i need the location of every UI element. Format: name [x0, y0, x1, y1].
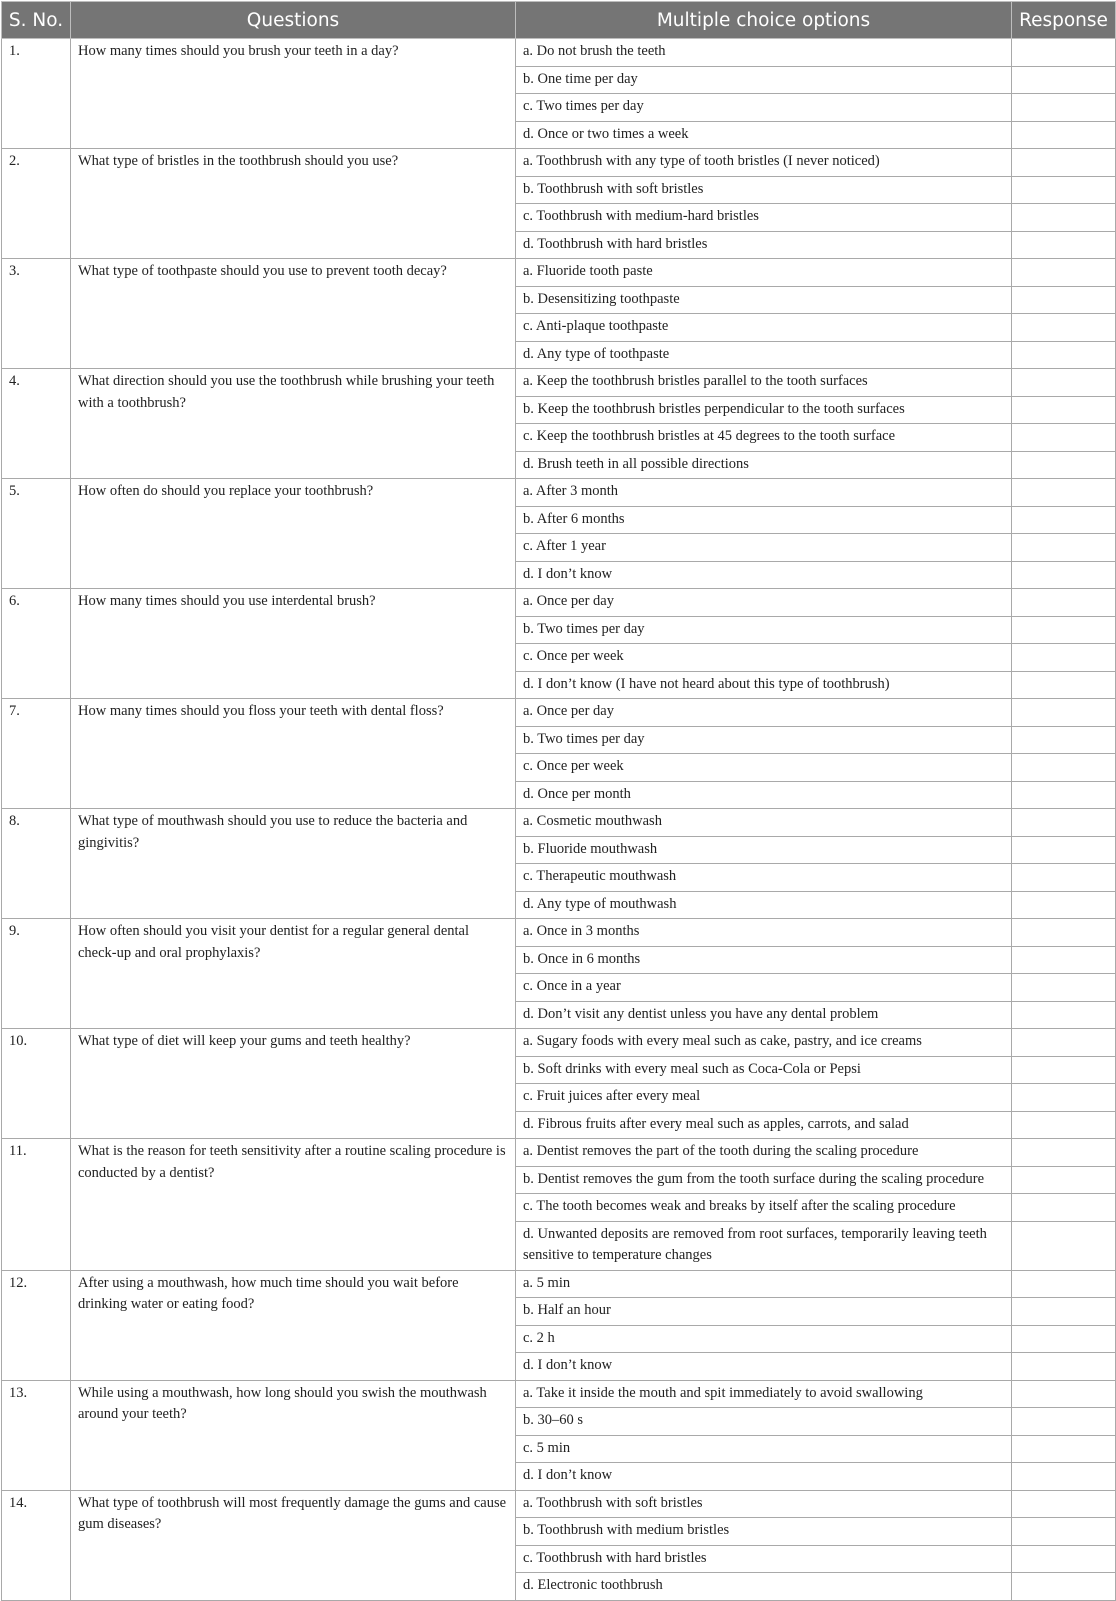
table-row — [2, 699, 1116, 727]
answer-option: d. Any type of mouthwash — [516, 891, 1012, 919]
question-text: How many times should you brush your teeth in a day? — [71, 39, 516, 149]
answer-option: b. Dentist removes the gum from the tooth surface during the scaling procedure — [516, 1166, 1012, 1194]
answer-option: d. I don’t know — [516, 1463, 1012, 1491]
question-text: What type of bristles in the toothbrush should you use? — [71, 149, 516, 259]
question-text: What type of diet will keep your gums and teeth healthy? — [71, 1029, 516, 1139]
question-text: While using a mouthwash, how long should you swish the mouthwash around your teeth? — [71, 1380, 516, 1490]
question-number: 2. — [2, 149, 71, 259]
response-cell[interactable] — [1012, 1545, 1116, 1573]
table-row — [2, 919, 1116, 947]
response-cell[interactable] — [1012, 781, 1116, 809]
answer-option: c. After 1 year — [516, 534, 1012, 562]
answer-option: a. Take it inside the mouth and spit immediately to avoid swallowing — [516, 1380, 1012, 1408]
question-number: 10. — [2, 1029, 71, 1139]
table-row — [2, 589, 1116, 617]
answer-option: b. Once in 6 months — [516, 946, 1012, 974]
question-number: 5. — [2, 479, 71, 589]
response-cell[interactable] — [1012, 94, 1116, 122]
answer-option: c. Two times per day — [516, 94, 1012, 122]
answer-option: a. Sugary foods with every meal such as cake, pastry, and ice creams — [516, 1029, 1012, 1057]
answer-option: d. Brush teeth in all possible directions — [516, 451, 1012, 479]
question-number: 3. — [2, 259, 71, 369]
response-cell[interactable] — [1012, 864, 1116, 892]
answer-option: c. Once per week — [516, 754, 1012, 782]
question-text: How many times should you use interdental brush? — [71, 589, 516, 699]
answer-option: b. Soft drinks with every meal such as Coca-Cola or Pepsi — [516, 1056, 1012, 1084]
response-cell[interactable] — [1012, 121, 1116, 149]
question-number: 14. — [2, 1490, 71, 1600]
answer-option: d. Electronic toothbrush — [516, 1573, 1012, 1601]
answer-option: b. Toothbrush with medium bristles — [516, 1518, 1012, 1546]
table-row — [2, 1139, 1116, 1167]
response-cell[interactable] — [1012, 616, 1116, 644]
table-row — [2, 1490, 1116, 1518]
response-cell[interactable] — [1012, 286, 1116, 314]
question-number: 11. — [2, 1139, 71, 1271]
response-cell[interactable] — [1012, 314, 1116, 342]
answer-option: a. Do not brush the teeth — [516, 39, 1012, 67]
response-cell[interactable] — [1012, 66, 1116, 94]
response-cell[interactable] — [1012, 891, 1116, 919]
answer-option: a. Fluoride tooth paste — [516, 259, 1012, 287]
answer-option: c. Keep the toothbrush bristles at 45 degrees to the tooth surface — [516, 424, 1012, 452]
response-cell[interactable] — [1012, 1518, 1116, 1546]
response-cell[interactable] — [1012, 1221, 1116, 1270]
question-text: How often do should you replace your toothbrush? — [71, 479, 516, 589]
table-row — [2, 1380, 1116, 1408]
answer-option: c. 2 h — [516, 1325, 1012, 1353]
answer-option: c. The tooth becomes weak and breaks by itself after the scaling procedure — [516, 1194, 1012, 1222]
answer-option: c. Once per week — [516, 644, 1012, 672]
response-cell[interactable] — [1012, 1001, 1116, 1029]
answer-option: d. Any type of toothpaste — [516, 341, 1012, 369]
answer-option: b. Two times per day — [516, 616, 1012, 644]
answer-option: a. Once per day — [516, 699, 1012, 727]
response-cell[interactable] — [1012, 1298, 1116, 1326]
response-cell[interactable] — [1012, 1270, 1116, 1298]
table-row — [2, 479, 1116, 507]
question-number: 8. — [2, 809, 71, 919]
response-cell[interactable] — [1012, 259, 1116, 287]
question-number: 4. — [2, 369, 71, 479]
answer-option: b. Two times per day — [516, 726, 1012, 754]
response-cell[interactable] — [1012, 479, 1116, 507]
response-cell[interactable] — [1012, 341, 1116, 369]
answer-option: b. Toothbrush with soft bristles — [516, 176, 1012, 204]
response-cell[interactable] — [1012, 1084, 1116, 1112]
question-text: What type of mouthwash should you use to reduce the bacteria and gingivitis? — [71, 809, 516, 919]
answer-option: b. Keep the toothbrush bristles perpendicular to the tooth surfaces — [516, 396, 1012, 424]
answer-option: a. Keep the toothbrush bristles parallel to the tooth surfaces — [516, 369, 1012, 397]
answer-option: d. Once per month — [516, 781, 1012, 809]
questionnaire-table — [1, 1, 1116, 1601]
table-row — [2, 39, 1116, 67]
response-cell[interactable] — [1012, 836, 1116, 864]
question-text: How often should you visit your dentist for a regular general dental check-up and oral prophylaxis? — [71, 919, 516, 1029]
answer-option: b. Desensitizing toothpaste — [516, 286, 1012, 314]
response-cell[interactable] — [1012, 506, 1116, 534]
answer-option: b. Fluoride mouthwash — [516, 836, 1012, 864]
answer-option: b. After 6 months — [516, 506, 1012, 534]
response-cell[interactable] — [1012, 1166, 1116, 1194]
table-body — [2, 39, 1116, 1601]
response-cell[interactable] — [1012, 726, 1116, 754]
response-cell[interactable] — [1012, 1435, 1116, 1463]
answer-option: b. Half an hour — [516, 1298, 1012, 1326]
answer-option: c. Anti-plaque toothpaste — [516, 314, 1012, 342]
response-cell[interactable] — [1012, 589, 1116, 617]
response-cell[interactable] — [1012, 204, 1116, 232]
question-number: 1. — [2, 39, 71, 149]
question-text: What direction should you use the toothbrush while brushing your teeth with a toothbrush? — [71, 369, 516, 479]
response-cell[interactable] — [1012, 699, 1116, 727]
response-cell[interactable] — [1012, 1139, 1116, 1167]
answer-option: d. I don’t know (I have not heard about this type of toothbrush) — [516, 671, 1012, 699]
response-cell[interactable] — [1012, 231, 1116, 259]
answer-option: c. Fruit juices after every meal — [516, 1084, 1012, 1112]
answer-option: c. Toothbrush with medium-hard bristles — [516, 204, 1012, 232]
response-cell[interactable] — [1012, 946, 1116, 974]
answer-option: d. I don’t know — [516, 1353, 1012, 1381]
answer-option: d. Fibrous fruits after every meal such as apples, carrots, and salad — [516, 1111, 1012, 1139]
response-cell[interactable] — [1012, 1380, 1116, 1408]
header-response: Response — [1012, 2, 1116, 39]
answer-option: a. 5 min — [516, 1270, 1012, 1298]
response-cell[interactable] — [1012, 39, 1116, 67]
response-cell[interactable] — [1012, 534, 1116, 562]
response-cell[interactable] — [1012, 1463, 1116, 1491]
table-row — [2, 1270, 1116, 1298]
response-cell[interactable] — [1012, 919, 1116, 947]
response-cell[interactable] — [1012, 176, 1116, 204]
answer-option: a. Cosmetic mouthwash — [516, 809, 1012, 837]
response-cell[interactable] — [1012, 1111, 1116, 1139]
response-cell[interactable] — [1012, 1194, 1116, 1222]
response-cell[interactable] — [1012, 1490, 1116, 1518]
question-number: 12. — [2, 1270, 71, 1380]
answer-option: a. Toothbrush with any type of tooth bristles (I never noticed) — [516, 149, 1012, 177]
response-cell[interactable] — [1012, 561, 1116, 589]
table-row — [2, 1029, 1116, 1057]
answer-option: a. After 3 month — [516, 479, 1012, 507]
response-cell[interactable] — [1012, 1056, 1116, 1084]
answer-option: c. Once in a year — [516, 974, 1012, 1002]
question-text: How many times should you floss your teeth with dental floss? — [71, 699, 516, 809]
response-cell[interactable] — [1012, 644, 1116, 672]
header-options: Multiple choice options — [516, 2, 1012, 39]
response-cell[interactable] — [1012, 1029, 1116, 1057]
answer-option: d. Don’t visit any dentist unless you have any dental problem — [516, 1001, 1012, 1029]
answer-option: d. Toothbrush with hard bristles — [516, 231, 1012, 259]
response-cell[interactable] — [1012, 1353, 1116, 1381]
answer-option: b. 30–60 s — [516, 1408, 1012, 1436]
question-number: 6. — [2, 589, 71, 699]
header-row — [2, 2, 1116, 39]
table-row — [2, 149, 1116, 177]
question-number: 7. — [2, 699, 71, 809]
answer-option: a. Dentist removes the part of the tooth during the scaling procedure — [516, 1139, 1012, 1167]
answer-option: a. Once per day — [516, 589, 1012, 617]
response-cell[interactable] — [1012, 451, 1116, 479]
response-cell[interactable] — [1012, 396, 1116, 424]
question-number: 9. — [2, 919, 71, 1029]
question-text: What type of toothbrush will most frequently damage the gums and cause gum diseases? — [71, 1490, 516, 1600]
question-text: After using a mouthwash, how much time should you wait before drinking water or eating food? — [71, 1270, 516, 1380]
answer-option: b. One time per day — [516, 66, 1012, 94]
answer-option: c. 5 min — [516, 1435, 1012, 1463]
header-sno: S. No. — [2, 2, 71, 39]
response-cell[interactable] — [1012, 754, 1116, 782]
response-cell[interactable] — [1012, 149, 1116, 177]
question-text: What is the reason for teeth sensitivity after a routine scaling procedure is conducted by a dentist? — [71, 1139, 516, 1271]
table-row — [2, 369, 1116, 397]
response-cell[interactable] — [1012, 1408, 1116, 1436]
answer-option: d. I don’t know — [516, 561, 1012, 589]
response-cell[interactable] — [1012, 1325, 1116, 1353]
table-row — [2, 809, 1116, 837]
answer-option: d. Unwanted deposits are removed from root surfaces, temporarily leaving teeth sensitive to temperature changes — [516, 1221, 1012, 1270]
answer-option: c. Toothbrush with hard bristles — [516, 1545, 1012, 1573]
response-cell[interactable] — [1012, 369, 1116, 397]
question-number: 13. — [2, 1380, 71, 1490]
response-cell[interactable] — [1012, 809, 1116, 837]
question-text: What type of toothpaste should you use to prevent tooth decay? — [71, 259, 516, 369]
response-cell[interactable] — [1012, 974, 1116, 1002]
response-cell[interactable] — [1012, 671, 1116, 699]
answer-option: a. Toothbrush with soft bristles — [516, 1490, 1012, 1518]
answer-option: a. Once in 3 months — [516, 919, 1012, 947]
answer-option: c. Therapeutic mouthwash — [516, 864, 1012, 892]
response-cell[interactable] — [1012, 424, 1116, 452]
response-cell[interactable] — [1012, 1573, 1116, 1601]
table-row — [2, 259, 1116, 287]
header-questions: Questions — [71, 2, 516, 39]
answer-option: d. Once or two times a week — [516, 121, 1012, 149]
